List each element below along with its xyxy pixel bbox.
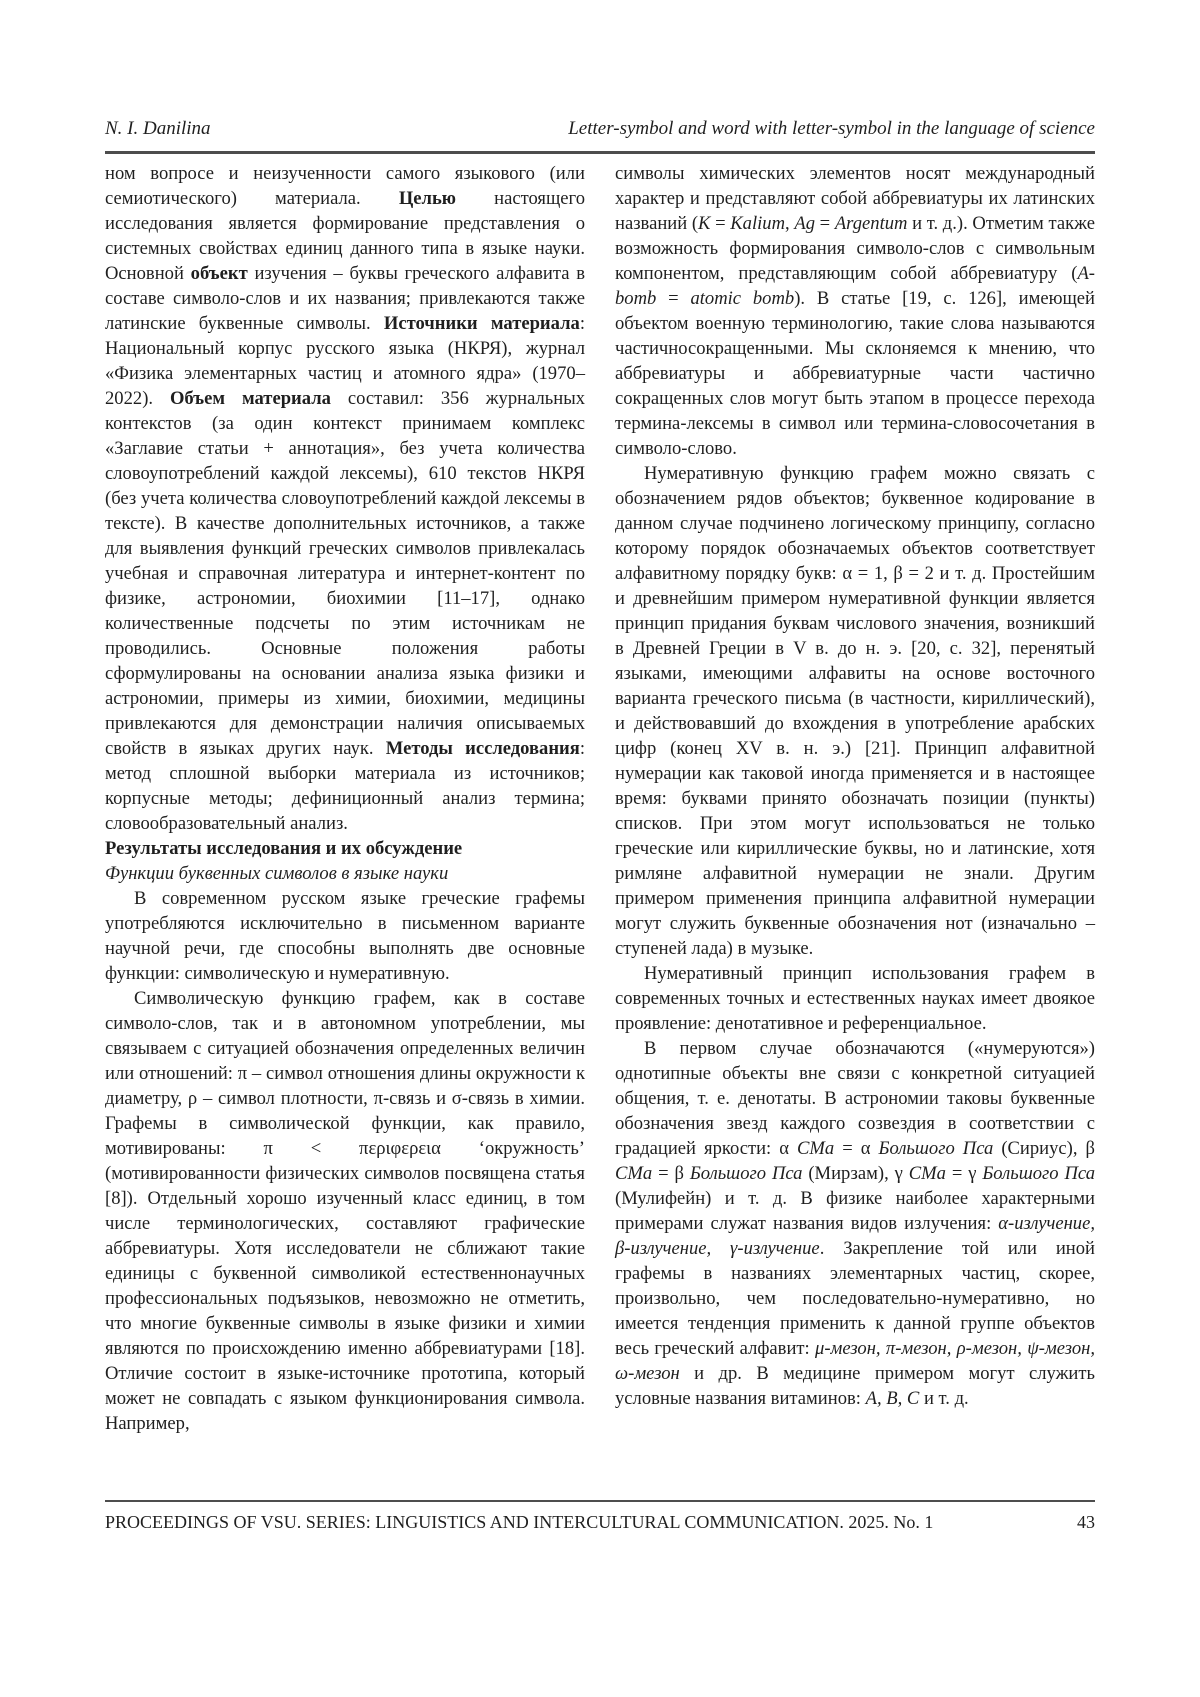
paragraph-numerative: Нумеративную функцию графем можно связать с обозначением рядов объектов; буквенное кодирование в данном случае подчинено логическому принципу, согласно которому порядок обозначаемых объектов соответствует алфавитному порядку букв: α = 1, β = 2 и т. д. Простейшим и древнейшим примером нумеративной функции является принцип придания буквам числового значения, возникший в Древней Греции в V в. до н. э. [20, с. 32], перенятый языками, имеющими алфавиты на основе восточного варианта греческого письма (в частности, кириллический), и действовавший до вхождения в употребление арабских цифр (конец XV в. н. э.) [21]. Принцип алфавитной нумерации как таковой иногда применяется и в настоящее время: буквами принято обозначать позиции (пункты) списков. При этом могут использоваться не только греческие или кириллические буквы, но и латинские, хотя римляне алфавитной нумерации не знали. Другим примером применения принципа алфавитной нумерации могут служить буквенные обозначения нот (изначально – ступеней лада) в музыке.: [615, 463, 1095, 959]
footer-page-number: 43: [1077, 1512, 1095, 1532]
paragraph-continuation: ном вопросе и неизученности самого языкового (или семиотического) материала. Целью настоящего исследования является формирование представления о системных свойствах единиц данного типа в языке науки. Основной объект изучения – буквы греческого алфавита в составе символо-слов и их названия; привлекаются также латинские буквенные символы. Источники материала: Национальный корпус русского языка (НКРЯ), журнал «Физика элементарных частиц и атомного ядра» (1970–2022). Объем материала составил: 356 журнальных контекстов (за один контекст принимаем комплекс «Заглавие статьи + аннотация», без учета количества словоупотреблений каждой лексемы), 610 текстов НКРЯ (без учета количества словоупотреблений каждой лексемы в тексте). В качестве дополнительных источников, а также для выявления функций греческих символов привлекалась учебная и справочная литература и интернет-контент по физике, астрономии, биохимии [11–17], однако количественные подсчеты по этим источникам не проводились. Основные положения работы сформулированы на основании анализа языка физики и астрономии, примеры из химии, биохимии, медицины привлекаются для демонстрации наличия описываемых свойств в языках других наук. Методы исследования: метод сплошной выборки материала из источников; корпусные методы; дефиниционный анализ термина; словообразовательный анализ.: [105, 163, 585, 834]
article-body: [105, 161, 1095, 1436]
paragraph-principle: Нумеративный принцип использования графем в современных точных и естественных науках имеет двоякое проявление: денотативное и референциальное.: [615, 963, 1095, 1034]
right-column: [615, 161, 1095, 1436]
subsection-heading: Функции буквенных символов в языке науки: [105, 863, 449, 884]
footer-journal-line: PROCEEDINGS OF VSU. SERIES: LINGUISTICS AND INTERCULTURAL COMMUNICATION. 2025. No. 1: [105, 1512, 934, 1532]
paragraph-symbolic: Символическую функцию графем, как в составе символо-слов, так и в автономном употреблении, мы связываем с ситуацией обозначения определенных величин или отношений: π – символ отношения длины окружности к диаметру, ρ – символ плотности, π-связь и σ-связь в химии. Графемы в символической функции, как правило, мотивированы: π < περιφερεια ‘окружность’ (мотивированности физических символов посвящена статья [8]). Отдельный хорошо изученный класс единиц, в том числе терминологических, составляют графические аббревиатуры. Хотя исследователи не сближают такие единицы с буквенной символикой естественнонаучных профессиональных подъязыков, невозможно не отметить, что многие буквенные символы в языке физики и химии являются по происхождению именно аббревиатурами [18]. Отличие состоит в языке-источнике прототипа, который может не совпадать с языком функционирования символа. Например,: [105, 988, 585, 1434]
footer-rule: [105, 1500, 1095, 1502]
running-header: [105, 118, 1095, 140]
paragraph-first-case: В первом случае обозначаются («нумеруются») однотипные объекты вне связи с конкретной ситуацией общения, т. е. денотаты. В астрономии таковы буквенные обозначения звезд каждого созвездия в соответствии с градацией яркости: α CMa = α Большого Пса (Сириус), β CMa = β Большого Пса (Мирзам), γ CMa = γ Большого Пса (Мулифейн) и т. д. В физике наиболее характерными примерами служат названия видов излучения: α-излучение, β-излучение, γ-излучение. Закрепление той или иной графемы в названиях элементарных частиц, скорее, произвольно, чем последовательно-нумеративно, но имеется тенденция применить к данной группе объектов весь греческий алфавит: μ-мезон, π-мезон, ρ-мезон, ψ-мезон, ω-мезон и др. В медицине примером могут служить условные названия витаминов: A, B, C и т. д.: [615, 1038, 1095, 1409]
running-title: Letter-symbol and word with letter-symbol in the language of science: [568, 118, 1095, 139]
left-column: [105, 161, 585, 1436]
page-footer: [105, 1512, 1095, 1533]
author-name: N. I. Danilina: [105, 118, 211, 139]
paragraph-chemical: символы химических элементов носят международный характер и представляют собой аббревиатуры их латинских названий (K = Kalium, Ag = Argentum и т. д.). Отметим также возможность формирования символо-слов с символьным компонентом, представляющим собой аббревиатуру (A-bomb = atomic bomb). В статье [19, с. 126], имеющей объектом военную терминологию, такие слова называются частичносокращенными. Мы склоняемся к мнению, что аббревиатуры и аббревиатурные части частично сокращенных слов могут быть этапом в процессе перехода термина-лексемы в символ или термина-словосочетания в символо-слово.: [615, 163, 1095, 459]
paragraph-functions: В современном русском языке греческие графемы употребляются исключительно в письменном варианте научной речи, где способны выполнять две основные функции: символическую и нумеративную.: [105, 888, 585, 984]
section-heading: Результаты исследования и их обсуждение: [105, 838, 463, 859]
header-rule: [105, 151, 1095, 154]
